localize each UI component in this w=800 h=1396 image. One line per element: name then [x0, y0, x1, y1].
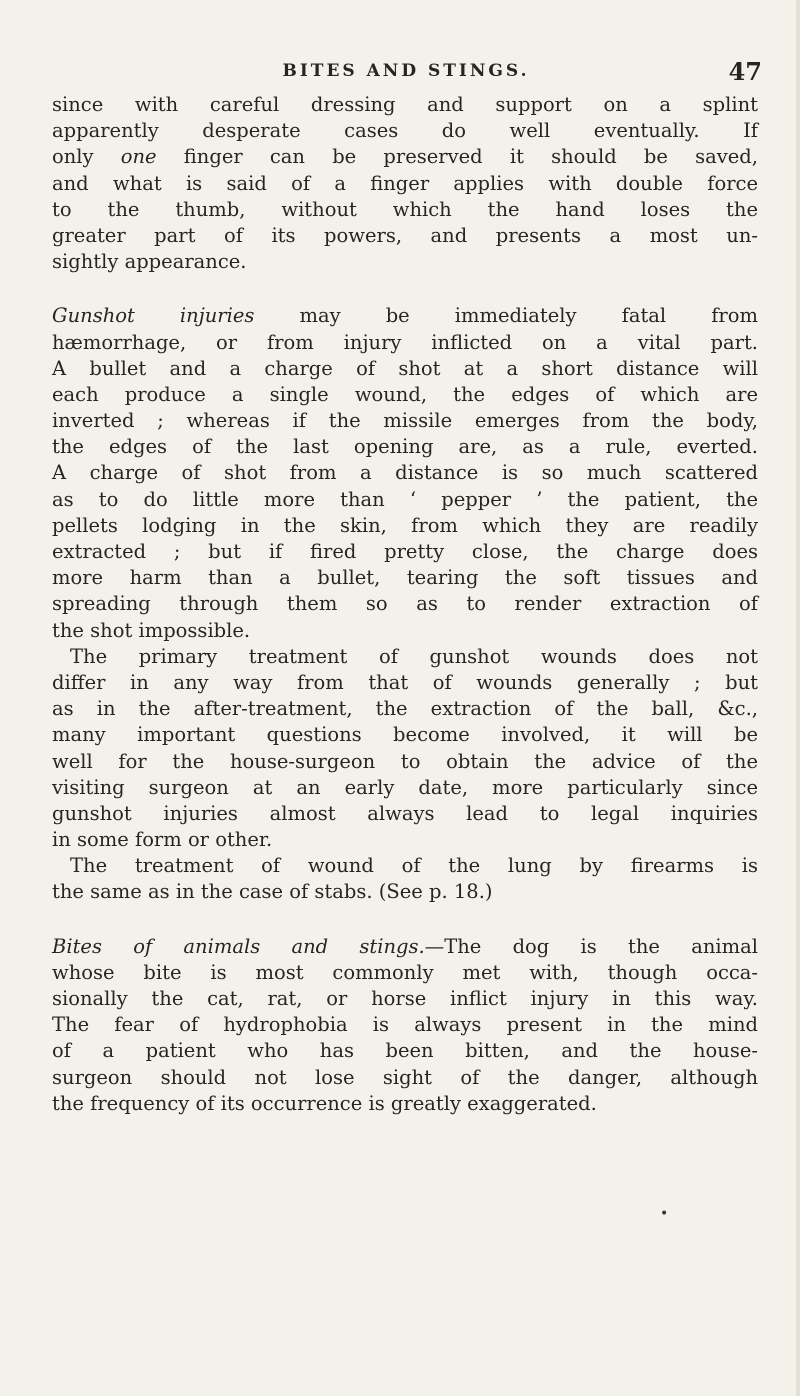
text-line: in some form or other.	[52, 828, 273, 852]
text-line: the same as in the case of stabs. (See p. 18.)	[52, 880, 493, 904]
page-number: 47	[728, 57, 762, 86]
text-line: hæmorrhage, or from injury inflicted on a vital part.	[52, 330, 758, 354]
running-title: BITES AND STINGS.	[282, 61, 530, 81]
text-line: surgeon should not lose sight of the danger, although	[52, 1065, 758, 1089]
text-line: sightly appearance.	[52, 250, 247, 274]
text-line: greater part of its powers, and presents a most un-	[52, 223, 758, 247]
text-line: spreading through them so as to render extraction of	[52, 592, 758, 616]
text-line: well for the house-surgeon to obtain the advice of the	[52, 749, 758, 773]
text-line: pellets lodging in the skin, from which they are readily	[52, 513, 758, 537]
paragraph-gunshot-injuries	[52, 303, 758, 643]
text-line: visiting surgeon at an early date, more particularly since	[52, 775, 758, 799]
text-line: of a patient who has been bitten, and the house-	[52, 1039, 758, 1063]
text-line: each produce a single wound, the edges of which are	[52, 382, 758, 406]
text-line: differ in any way from that of wounds generally ; but	[52, 670, 758, 694]
text-line: A charge of shot from a distance is so much scattered	[52, 461, 758, 485]
text-line-with-lead	[52, 303, 758, 329]
text-fragment: —The dog is the animal	[424, 934, 758, 958]
text-fragment: only	[52, 145, 121, 169]
text-fragment: finger can be preserved it should be saved,	[156, 145, 758, 169]
text-line-with-emphasis	[52, 144, 758, 170]
text-line: inverted ; whereas if the missile emerges from the body,	[52, 409, 758, 433]
text-line: extracted ; but if fired pretty close, the charge does	[52, 540, 758, 563]
text-line: A bullet and a charge of shot at a short distance will	[52, 356, 758, 380]
text-line: to the thumb, without which the hand loses the	[52, 197, 758, 221]
text-line-with-lead	[52, 934, 758, 960]
text-line: The treatment of wound of the lung by firearms is	[70, 854, 758, 878]
text-line: the frequency of its occurrence is greatly exaggerated.	[52, 1091, 597, 1115]
paragraph-lung-wound	[52, 853, 758, 905]
emphasis-one: one	[120, 145, 157, 169]
text-line: many important questions become involved, it will be	[52, 723, 758, 747]
text-line: The fear of hydrophobia is always present in the mind	[52, 1013, 758, 1037]
paragraph-splint	[52, 92, 758, 275]
page-edge	[796, 0, 800, 1396]
text-line: more harm than a bullet, tearing the soft tissues and	[52, 566, 758, 590]
text-line: and what is said of a finger applies with double force	[52, 171, 758, 195]
text-line: apparently desperate cases do well eventually. If	[52, 119, 758, 143]
text-line: since with careful dressing and support on a splint	[52, 93, 758, 116]
text-line: the shot impossible.	[52, 618, 251, 642]
body-text	[52, 92, 758, 1117]
text-line: The primary treatment of gunshot wounds does not	[70, 644, 758, 668]
text-line: as to do little more than ‘ pepper ’ the patient, the	[52, 487, 758, 511]
section-lead-gunshot: Gunshot injuries	[52, 304, 255, 328]
running-header	[50, 57, 762, 86]
paragraph-bites-and-stings	[52, 934, 758, 1117]
text-fragment: may be immediately fatal from	[254, 304, 758, 328]
text-line: whose bite is most commonly met with, though occa-	[52, 960, 758, 984]
section-lead-bites: Bites of animals and stings.	[52, 934, 425, 958]
text-line: gunshot injuries almost always lead to legal inquiries	[52, 801, 758, 825]
text-line: sionally the cat, rat, or horse inflict injury in this way.	[52, 987, 758, 1010]
text-line: the edges of the last opening are, as a rule, everted.	[52, 435, 758, 459]
text-line: as in the after-treatment, the extraction of the ball, &c.,	[52, 697, 758, 721]
page-mark: •	[660, 1206, 669, 1222]
paragraph-primary-treatment	[52, 644, 758, 854]
